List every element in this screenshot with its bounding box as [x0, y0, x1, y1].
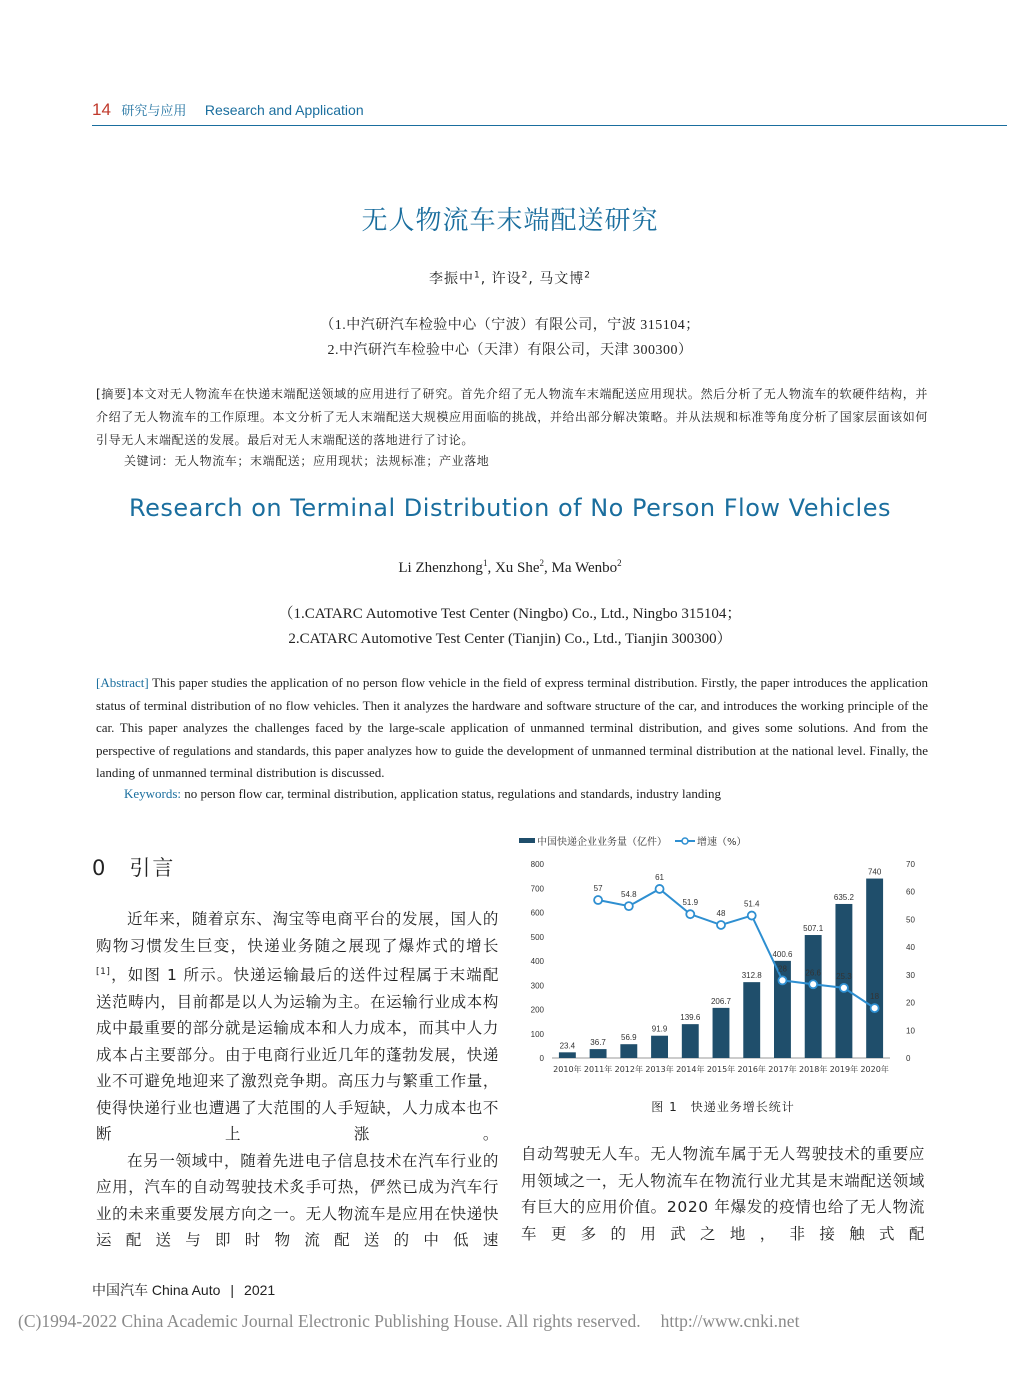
growth-value-label: 54.8 — [621, 890, 637, 900]
y-right-tick-label: 20 — [906, 998, 915, 1008]
y-right-tick-label: 40 — [906, 943, 915, 953]
y-left-tick-label: 600 — [530, 908, 544, 918]
bar — [835, 904, 852, 1058]
bar — [620, 1044, 637, 1058]
affiliation-en-2: 2.CATARC Automotive Test Center (Tianjin) Co., Ltd., Tianjin 300300） — [288, 631, 732, 647]
keywords-en-label: Keywords: — [124, 786, 182, 801]
growth-point — [871, 1004, 879, 1012]
bar-value-label: 507.1 — [803, 924, 824, 934]
x-tick-label: 2010年 — [553, 1065, 582, 1074]
authors-en — [0, 558, 1020, 577]
journal-name: 中国汽车 China Auto — [92, 1282, 221, 1298]
growth-value-label: 61 — [655, 872, 664, 882]
keywords-cn-text: 无人物流车；末端配送；应用现状；法规标准；产业落地 — [174, 454, 490, 468]
y-right-tick-label: 70 — [906, 860, 915, 869]
growth-value-label: 18 — [870, 992, 880, 1002]
header-rule — [92, 125, 1007, 126]
author-sep: , — [480, 271, 492, 287]
page-footer — [92, 1280, 275, 1300]
section-label-en: Research and Application — [204, 102, 364, 118]
abstract-en-text: This paper studies the application of no person flow vehicle in the field of express terminal distribution. Firstly, the paper introduces the application status of terminal distribution of no flow vehicles. Then it analyzes the hardware and software structure of the car, and introduces the working principle of the car. This paper analyzes the challenges faced by the large-scale application of unmanned terminal distribution, and gives some solutions. And from the perspective of regulations and standards, this paper analyzes how to guide the development of unmanned terminal distribution at the national level. Finally, the landing of unmanned terminal distribution is discussed. — [96, 675, 928, 781]
y-right-tick-label: 10 — [906, 1026, 915, 1036]
abstract-cn-text: 本文对无人物流车在快递末端配送领域的应用进行了研究。首先介绍了无人物流车末端配送应用现状。然后分析了无人物流车的软硬件结构，并介绍了无人物流车的工作原理。本文分析了无人末端配送大规模应用面临的挑战，并给出部分解决策略。并从法规和标准等角度分析了国家层面该如何引导无人末端配送的发展。最后对无人末端配送的落地进行了讨论。 — [96, 387, 928, 447]
legend-line-label: 增速（%） — [697, 837, 747, 848]
bar — [682, 1024, 699, 1058]
footer-separator: | — [230, 1282, 235, 1298]
bar-value-label: 206.7 — [710, 996, 732, 1006]
copyright-line — [18, 1311, 799, 1332]
x-tick-label: 2014年 — [676, 1065, 705, 1074]
section-number: 0 — [92, 856, 108, 880]
growth-value-label: 28 — [778, 964, 787, 974]
y-left-tick-label: 100 — [530, 1029, 544, 1039]
affiliation-en-1: （1.CATARC Automotive Test Center (Ningbo) Co., Ltd., Ningbo 315104； — [278, 606, 742, 622]
x-tick-label: 2012年 — [614, 1065, 643, 1074]
y-left-tick-label: 800 — [530, 860, 544, 869]
author-name: 马文博 — [539, 271, 585, 287]
bar — [559, 1052, 576, 1058]
section-title: 引言 — [129, 856, 176, 880]
author-affil-mark: 1 — [473, 270, 481, 281]
growth-point — [778, 976, 786, 984]
body-text: ，如图 1 所示。快递运输最后的送件过程属于末端配送范畴内，目前都是以人为运输为主。在运输行业成本构成中最重要的部分就是运输成本和人力成本，而其中人力成本占主要部分。由于电商行业近几年的蓬勃发展，快递业不可避免地迎来了激烈竞争期。高压力与繁重工作量，使得快递行业也遭遇了大范围的人手短缺，人力成本也不断上涨。 — [96, 966, 499, 1144]
author-name: 许设 — [491, 271, 522, 287]
y-right-tick-label: 0 — [906, 1054, 911, 1063]
growth-value-label: 51.4 — [743, 899, 760, 909]
x-tick-label: 2013年 — [645, 1065, 674, 1074]
author-affil-mark: 2 — [617, 558, 622, 568]
x-tick-label: 2015年 — [706, 1065, 736, 1074]
author-affil-mark: 2 — [521, 270, 529, 281]
legend-line-marker — [682, 838, 688, 844]
bar — [774, 961, 791, 1058]
y-left-tick-label: 700 — [530, 884, 544, 894]
growth-point — [656, 885, 664, 893]
citation-ref: [1] — [96, 967, 111, 977]
y-right-tick-label: 50 — [906, 915, 915, 925]
growth-point — [686, 910, 694, 918]
y-left-tick-label: 300 — [530, 981, 544, 991]
author-sep: , — [487, 560, 495, 576]
affiliation-cn-1: （1.中汽研汽车检验中心（宁波）有限公司，宁波 315104； — [320, 318, 700, 333]
bar-value-label: 36.7 — [590, 1038, 606, 1048]
abstract-cn — [96, 383, 928, 452]
y-left-tick-label: 200 — [530, 1005, 544, 1015]
body-text: 近年来，随着京东、淘宝等电商平台的发展，国人的购物习惯发生巨变，快递业务随之展现了爆炸式的增长 — [96, 910, 499, 955]
growth-point — [809, 980, 817, 988]
cnki-url: http://www.cnki.net — [660, 1311, 800, 1331]
keywords-cn — [124, 452, 489, 469]
author-affil-mark: 2 — [584, 270, 591, 281]
y-right-tick-label: 30 — [906, 970, 915, 980]
x-tick-label: 2019年 — [829, 1065, 859, 1074]
authors-cn — [0, 268, 1020, 288]
abstract-en-label: [Abstract] — [96, 675, 149, 690]
keywords-cn-label: 关键词： — [124, 454, 175, 468]
paper-title-en: Research on Terminal Distribution of No Person Flow Vehicles — [129, 494, 891, 522]
growth-value-label: 48 — [716, 908, 726, 918]
author-name: Xu She — [494, 560, 540, 576]
figure-caption: 图 1 快递业务增长统计 — [651, 1100, 795, 1114]
bar — [590, 1049, 607, 1058]
growth-value-label: 26.6 — [805, 968, 821, 978]
growth-value-label: 25.3 — [836, 971, 852, 981]
growth-point — [748, 912, 756, 920]
legend-bar-swatch — [519, 838, 535, 843]
author-affil-mark: 1 — [482, 558, 488, 568]
legend-bar-label: 中国快递企业业务量（亿件） — [537, 837, 667, 848]
body-column-right — [521, 1141, 925, 1247]
bar-value-label: 23.4 — [559, 1041, 576, 1051]
bar-value-label: 635.2 — [833, 892, 854, 902]
paper-title-cn: 无人物流车末端配送研究 — [361, 206, 659, 236]
bar — [713, 1008, 730, 1058]
author-affil-mark: 2 — [539, 558, 545, 568]
bar — [866, 879, 883, 1058]
y-left-tick-label: 400 — [530, 957, 544, 966]
section-label-cn: 研究与应用 — [121, 104, 187, 119]
page-number: 14 — [92, 100, 111, 119]
x-tick-label: 2020年 — [860, 1065, 889, 1074]
author-sep: , — [544, 560, 552, 576]
abstract-cn-label: [摘要] — [96, 387, 132, 401]
growth-point — [625, 902, 633, 910]
author-sep: , — [528, 271, 540, 287]
author-name: Li Zhenzhong — [398, 560, 483, 576]
affiliation-cn-2: 2.中汽研汽车检验中心（天津）有限公司，天津 300300） — [327, 343, 693, 358]
bar-value-label: 400.6 — [772, 949, 793, 959]
growth-line — [598, 889, 875, 1008]
y-left-tick-label: 0 — [539, 1054, 544, 1063]
keywords-en-text: no person flow car, terminal distribution, application status, regulations and standards, industry landing — [181, 786, 722, 801]
growth-point — [594, 896, 602, 904]
copyright-text: (C)1994-2022 China Academic Journal Electronic Publishing House. All rights reserved. — [18, 1311, 641, 1331]
bar-value-label: 139.6 — [680, 1013, 701, 1023]
body-paragraph — [96, 906, 499, 1148]
y-right-tick-label: 60 — [906, 887, 915, 897]
author-name: Ma Wenbo — [551, 560, 618, 576]
bar-value-label: 56.9 — [621, 1033, 637, 1043]
express-volume-chart — [515, 830, 915, 1080]
x-tick-label: 2011年 — [583, 1065, 613, 1074]
bar — [743, 982, 760, 1058]
body-column-left — [96, 906, 499, 1254]
bar — [805, 935, 822, 1058]
growth-point — [717, 921, 725, 929]
keywords-en — [124, 786, 721, 802]
growth-point — [840, 984, 848, 992]
abstract-en — [96, 672, 928, 785]
growth-value-label: 51.9 — [682, 898, 699, 908]
y-left-tick-label: 500 — [530, 932, 544, 942]
x-tick-label: 2017年 — [768, 1065, 797, 1074]
body-paragraph: 自动驾驶无人车。无人物流车属于无人驾驶技术的重要应用领域之一，无人物流车在物流行业尤其是末端配送领域有巨大的应用价值。2020 年爆发的疫情也给了无人物流车更多的用武之地，非接触式配 — [521, 1145, 925, 1243]
running-header — [92, 100, 364, 120]
bar — [651, 1036, 668, 1058]
section-heading — [92, 852, 175, 882]
body-paragraph: 在另一领域中，随着先进电子信息技术在汽车行业的应用，汽车的自动驾驶技术炙手可热，俨然已成为汽车行业的未来重要发展方向之一。无人物流车是应用在快递快运配送与即时物流配送的中低速 — [96, 1151, 499, 1250]
journal-year: 2021 — [244, 1282, 276, 1298]
bar-value-label: 91.9 — [651, 1024, 668, 1034]
bar-value-label: 312.8 — [741, 971, 762, 981]
x-tick-label: 2016年 — [737, 1065, 766, 1074]
bar-value-label: 740 — [867, 867, 882, 877]
x-tick-label: 2018年 — [799, 1065, 828, 1074]
author-name: 李振中 — [428, 271, 474, 287]
growth-value-label: 57 — [593, 884, 603, 894]
